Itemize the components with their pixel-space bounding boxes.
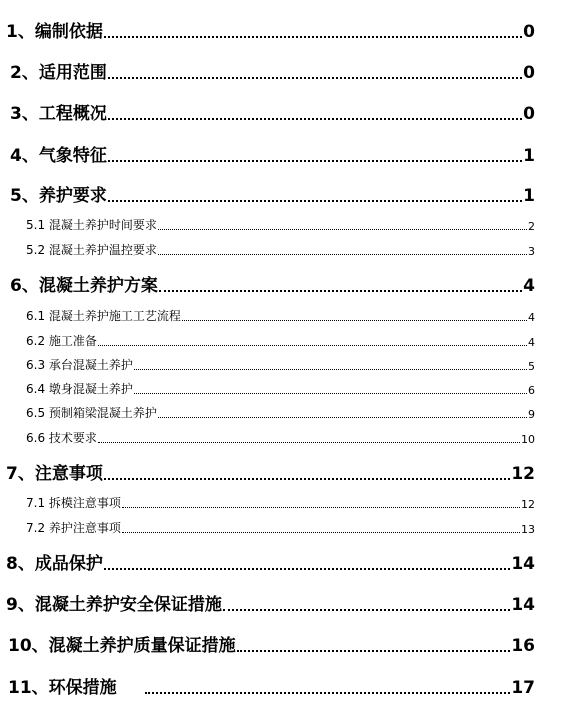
toc-entry-title: 2、适用范围 bbox=[10, 63, 107, 83]
toc-subentry-title: 6.3 承台混凝土养护 bbox=[26, 358, 133, 372]
toc-dot-leader bbox=[158, 417, 527, 418]
toc-subentry-title: 6.6 技术要求 bbox=[26, 431, 97, 445]
toc-entry-page: 12 bbox=[511, 464, 535, 484]
toc-entry[interactable] bbox=[6, 18, 535, 42]
toc-dot-leader bbox=[237, 650, 511, 652]
toc-entry-page: 1 bbox=[523, 186, 535, 206]
toc-subentry[interactable] bbox=[26, 333, 535, 349]
toc-subentry[interactable] bbox=[26, 308, 535, 324]
toc-subentry-title: 6.5 预制箱梁混凝土养护 bbox=[26, 406, 157, 420]
toc-dot-leader bbox=[122, 507, 520, 508]
toc-entry[interactable] bbox=[8, 674, 535, 698]
toc-subentry[interactable] bbox=[26, 495, 535, 511]
toc-entry[interactable] bbox=[10, 272, 535, 296]
toc-dot-leader bbox=[159, 290, 522, 292]
toc-dot-leader bbox=[104, 568, 510, 570]
toc-entry-title: 1、编制依据 bbox=[6, 22, 103, 42]
toc-entry-page: 16 bbox=[511, 636, 535, 656]
toc-dot-leader bbox=[182, 320, 527, 321]
toc-entry-page: 1 bbox=[523, 146, 535, 166]
toc-dot-leader bbox=[104, 478, 510, 480]
toc-entry[interactable] bbox=[6, 460, 535, 484]
toc-subentry[interactable] bbox=[26, 242, 535, 258]
toc-subentry-title: 6.2 施工准备 bbox=[26, 334, 97, 348]
toc-dot-leader bbox=[158, 254, 527, 255]
toc-subentry-page: 4 bbox=[528, 336, 535, 349]
toc-subentry[interactable] bbox=[26, 381, 535, 397]
toc-entry[interactable] bbox=[8, 632, 535, 656]
toc-subentry-page: 9 bbox=[528, 408, 535, 421]
toc-subentry-page: 6 bbox=[528, 384, 535, 397]
toc-subentry-page: 4 bbox=[528, 311, 535, 324]
toc-dot-leader bbox=[134, 393, 527, 394]
toc-entry-page: 0 bbox=[523, 104, 535, 124]
toc-dot-leader bbox=[134, 369, 527, 370]
toc-subentry-title: 7.1 拆模注意事项 bbox=[26, 496, 121, 510]
toc-entry-title: 9、混凝土养护安全保证措施 bbox=[6, 595, 222, 615]
toc-entry-page: 0 bbox=[523, 63, 535, 83]
toc-dot-leader bbox=[108, 118, 522, 120]
toc-subentry[interactable] bbox=[26, 430, 535, 446]
toc-dot-leader bbox=[98, 442, 520, 443]
toc-subentry[interactable] bbox=[26, 520, 535, 536]
toc-entry-title: 7、注意事项 bbox=[6, 464, 103, 484]
toc-subentry-title: 6.4 墩身混凝土养护 bbox=[26, 382, 133, 396]
toc-subentry[interactable] bbox=[26, 405, 535, 421]
toc-entry-page: 4 bbox=[523, 276, 535, 296]
toc-subentry-page: 12 bbox=[521, 498, 535, 511]
toc-entry[interactable] bbox=[6, 550, 535, 574]
toc-entry-title: 5、养护要求 bbox=[10, 186, 107, 206]
toc-entry[interactable] bbox=[6, 591, 535, 615]
toc-entry-page: 17 bbox=[511, 678, 535, 698]
toc-entry-title: 4、气象特征 bbox=[10, 146, 107, 166]
toc-entry-title: 10、混凝土养护质量保证措施 bbox=[8, 636, 236, 656]
toc-entry-page: 14 bbox=[511, 554, 535, 574]
toc-subentry-title: 5.2 混凝土养护温控要求 bbox=[26, 243, 157, 257]
toc-entry-page: 14 bbox=[511, 595, 535, 615]
toc-entry[interactable] bbox=[10, 59, 535, 83]
toc-subentry-page: 13 bbox=[521, 523, 535, 536]
toc-entry[interactable] bbox=[10, 182, 535, 206]
toc-subentry-page: 5 bbox=[528, 360, 535, 373]
toc-subentry-title: 5.1 混凝土养护时间要求 bbox=[26, 218, 157, 232]
toc-subentry-page: 3 bbox=[528, 245, 535, 258]
toc-entry-page: 0 bbox=[523, 22, 535, 42]
toc-dot-leader bbox=[108, 77, 522, 79]
toc-dot-leader bbox=[98, 345, 527, 346]
toc-subentry-title: 7.2 养护注意事项 bbox=[26, 521, 121, 535]
toc-entry[interactable] bbox=[10, 100, 535, 124]
toc-entry-title: 6、混凝土养护方案 bbox=[10, 276, 158, 296]
toc-dot-leader bbox=[122, 532, 520, 533]
toc-subentry[interactable] bbox=[26, 217, 535, 233]
toc-subentry-page: 2 bbox=[528, 220, 535, 233]
toc-subentry-page: 10 bbox=[521, 433, 535, 446]
toc-dot-leader bbox=[108, 160, 522, 162]
toc-dot-leader bbox=[158, 229, 527, 230]
toc-dot-leader bbox=[223, 609, 511, 611]
toc-entry-title: 3、工程概况 bbox=[10, 104, 107, 124]
toc-subentry[interactable] bbox=[26, 357, 535, 373]
toc-subentry-title: 6.1 混凝土养护施工工艺流程 bbox=[26, 309, 181, 323]
toc-entry-title: 11、环保措施 bbox=[8, 678, 117, 698]
toc-entry-title: 8、成品保护 bbox=[6, 554, 103, 574]
toc-dot-leader bbox=[104, 36, 522, 38]
toc-entry[interactable] bbox=[10, 142, 535, 166]
toc-dot-leader bbox=[108, 200, 522, 202]
toc-dot-leader bbox=[145, 692, 511, 694]
